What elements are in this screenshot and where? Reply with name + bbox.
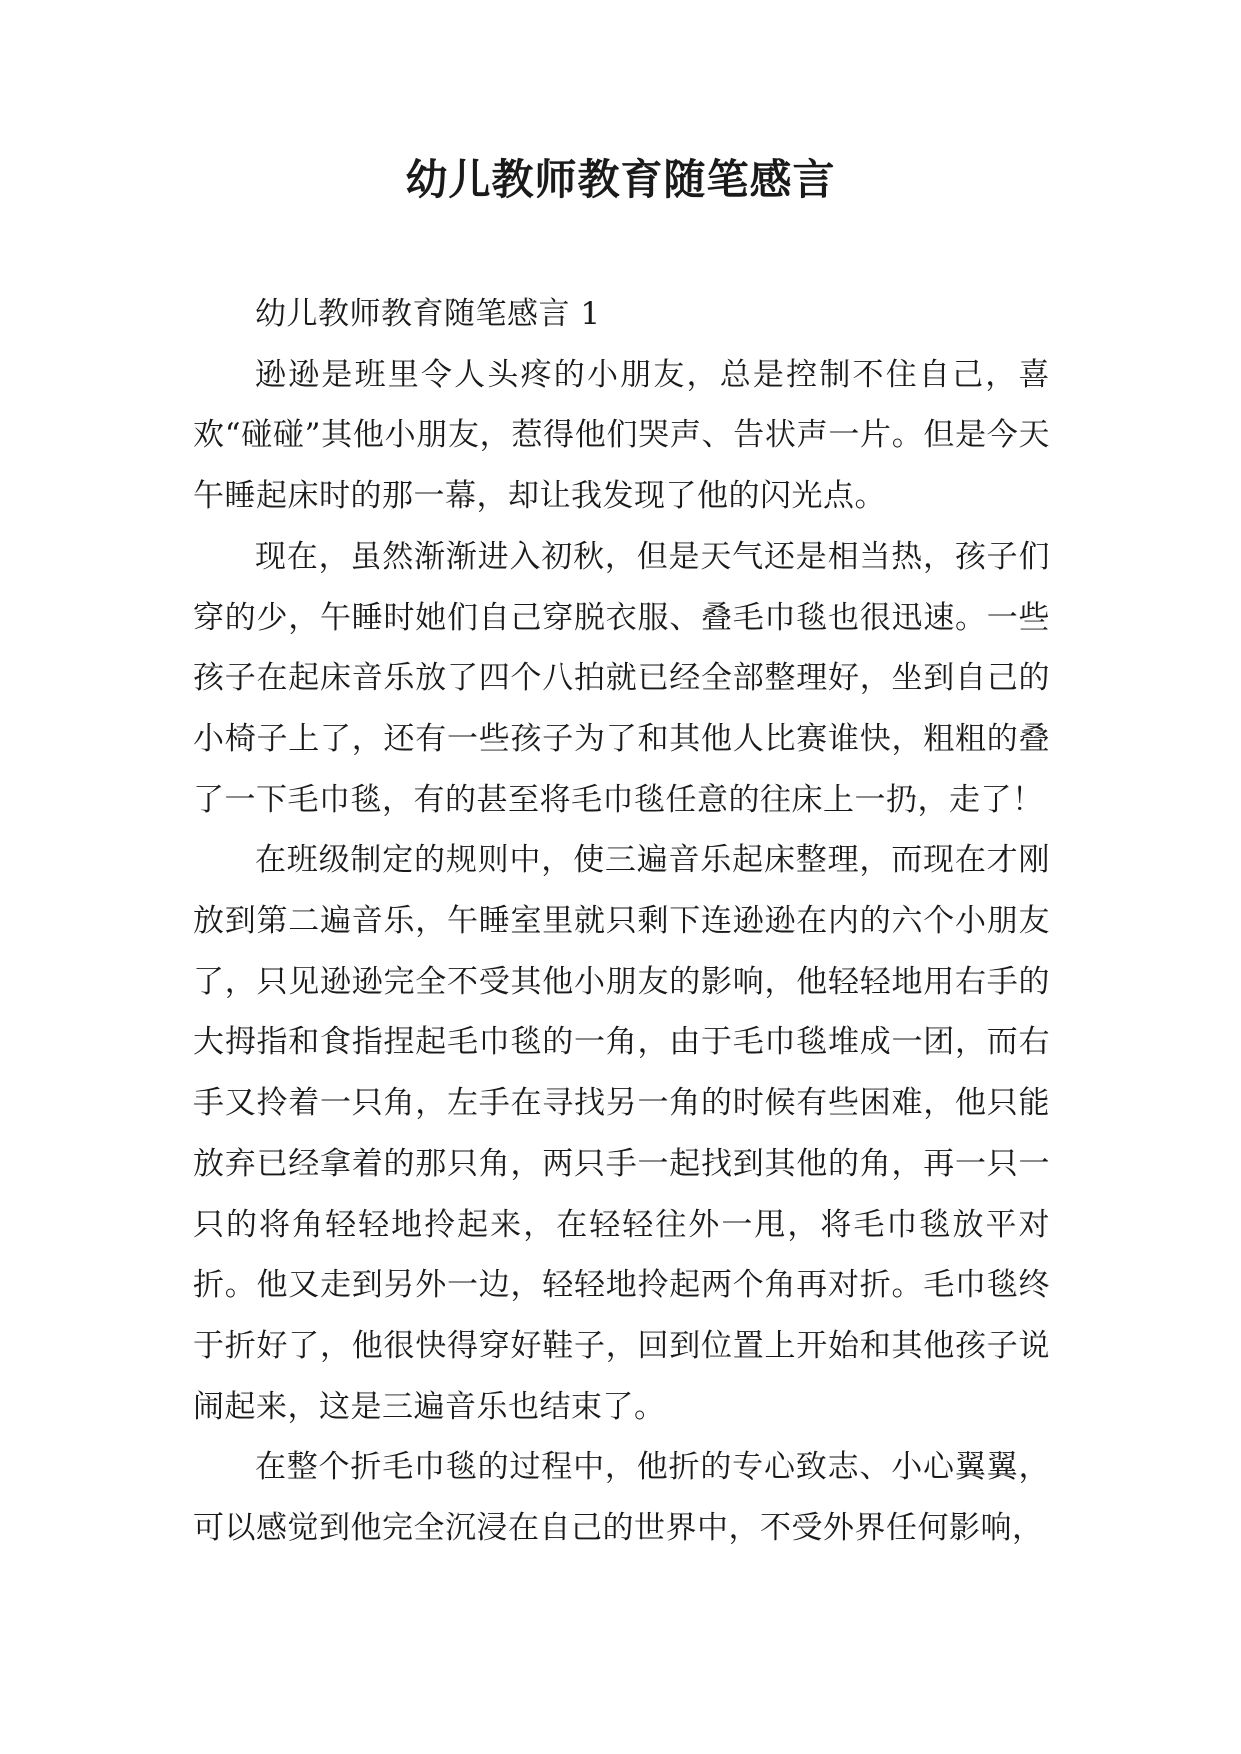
document-body <box>193 284 1050 1559</box>
paragraph: 在班级制定的规则中，使三遍音乐起床整理，而现在才刚放到第二遍音乐，午睡室里就只剩下连逊逊在内的六个小朋友了，只见逊逊完全不受其他小朋友的影响，他轻轻地用右手的大拇指和食指捏起毛巾毯的一角，由于毛巾毯堆成一团，而右手又拎着一只角，左手在寻找另一角的时候有些困难，他只能放弃已经拿着的那只角，两只手一起找到其他的角，再一只一只的将角轻轻地拎起来，在轻轻往外一甩，将毛巾毯放平对折。他又走到另外一边，轻轻地拎起两个角再对折。毛巾毯终于折好了，他很快得穿好鞋子，回到位置上开始和其他孩子说闹起来，这是三遍音乐也结束了。 <box>193 842 1050 1425</box>
document-title: 幼儿教师教育随笔感言 <box>405 155 836 204</box>
paragraph: 逊逊是班里令人头疼的小朋友，总是控制不住自己，喜欢“碰碰”其他小朋友，惹得他们哭声、告状声一片。但是今天午睡起床时的那一幕，却让我发现了他的闪光点。 <box>193 356 1050 515</box>
section-heading: 幼儿教师教育随笔感言 1 <box>255 296 601 332</box>
paragraph: 在整个折毛巾毯的过程中，他折的专心致志、小心翼翼，可以感觉到他完全沉浸在自己的世界中，不受外界任何影响， <box>193 1449 1050 1547</box>
paragraph: 现在，虽然渐渐进入初秋，但是天气还是相当热，孩子们穿的少，午睡时她们自己穿脱衣服、叠毛巾毯也很迅速。一些孩子在起床音乐放了四个八拍就已经全部整理好，坐到自己的小椅子上了，还有一些孩子为了和其他人比赛谁快，粗粗的叠了一下毛巾毯，有的甚至将毛巾毯任意的往床上一扔，走了！ <box>193 538 1050 818</box>
